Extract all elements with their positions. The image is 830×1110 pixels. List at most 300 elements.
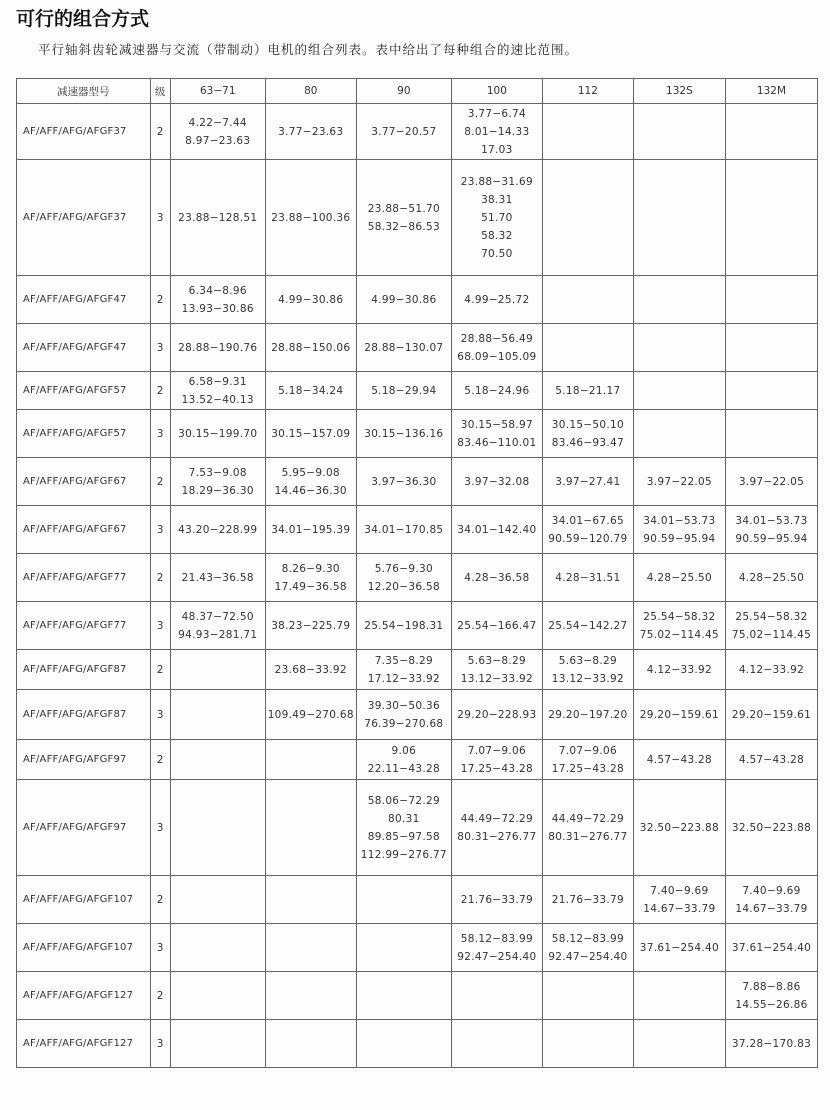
ratio-cell — [633, 506, 725, 554]
ratio-range: 4.28−36.58 — [464, 571, 530, 584]
ratio-range: 23.88−128.51 — [178, 211, 258, 224]
ratio-range: 25.54−58.32 — [735, 610, 808, 623]
ratio-range: 32.50−223.88 — [731, 821, 812, 834]
ratio-range: 58.32 — [481, 229, 513, 242]
table-row — [17, 276, 818, 324]
ratio-cell — [633, 410, 725, 458]
ratio-range: 90.59−120.79 — [548, 532, 628, 545]
ratio-cell — [542, 972, 633, 1020]
ratio-cell — [542, 276, 633, 324]
ratio-cell — [633, 780, 725, 876]
ratio-range: 5.76−9.30 — [374, 562, 433, 575]
ratio-cell — [542, 690, 633, 740]
ratio-range: 43.20−228.99 — [178, 523, 258, 536]
table-row — [17, 160, 818, 276]
ratio-cell — [356, 458, 451, 506]
ratio-range: 68.09−105.09 — [457, 350, 537, 363]
ratio-range: 76.39−270.68 — [364, 717, 444, 730]
ratio-range: 34.01−195.39 — [271, 523, 351, 536]
ratio-cell — [356, 324, 451, 372]
ratio-range: 83.46−93.47 — [551, 436, 624, 449]
stage-cell: 2 — [150, 276, 170, 324]
ratio-cell — [451, 876, 542, 924]
ratio-cell — [542, 410, 633, 458]
ratio-range: 23.68−33.92 — [274, 663, 347, 676]
ratio-range: 5.95−9.08 — [281, 466, 340, 479]
ratio-range: 4.28−31.51 — [555, 571, 621, 584]
ratio-range: 17.25−43.28 — [460, 762, 533, 775]
ratio-range: 4.57−43.28 — [646, 753, 713, 766]
header-cell: 132S — [633, 79, 725, 104]
ratio-cell — [633, 372, 725, 410]
table-row — [17, 104, 818, 160]
ratio-cell — [451, 506, 542, 554]
ratio-range: 17.25−43.28 — [551, 762, 624, 775]
header-cell: 减速器型号 — [17, 79, 151, 104]
ratio-range: 18.29−36.30 — [181, 484, 254, 497]
ratio-cell — [170, 876, 265, 924]
ratio-range: 30.15−50.10 — [551, 418, 624, 431]
stage-cell: 2 — [150, 650, 170, 690]
ratio-cell — [170, 650, 265, 690]
stage-cell: 3 — [150, 410, 170, 458]
ratio-range: 4.22−7.44 — [188, 116, 247, 129]
ratio-range: 80.31−276.77 — [548, 830, 628, 843]
ratio-cell — [265, 740, 356, 780]
ratio-range: 25.54−166.47 — [457, 619, 537, 632]
stage-cell: 3 — [150, 780, 170, 876]
model-cell: AF/AFF/AFG/AFGF127 — [17, 972, 151, 1020]
model-cell: AF/AFF/AFG/AFGF77 — [17, 602, 151, 650]
ratio-cell — [633, 924, 725, 972]
ratio-range: 30.15−136.16 — [364, 427, 444, 440]
ratio-cell — [725, 740, 817, 780]
ratio-range: 7.07−9.06 — [467, 744, 526, 757]
table-row — [17, 650, 818, 690]
ratio-cell — [542, 1020, 633, 1068]
ratio-cell — [265, 458, 356, 506]
ratio-range: 5.63−8.29 — [467, 654, 526, 667]
ratio-cell — [633, 554, 725, 602]
ratio-cell — [542, 650, 633, 690]
model-cell: AF/AFF/AFG/AFGF57 — [17, 372, 151, 410]
ratio-range: 3.97−27.41 — [555, 475, 621, 488]
ratio-cell — [265, 104, 356, 160]
ratio-cell — [356, 740, 451, 780]
ratio-cell — [265, 924, 356, 972]
ratio-cell — [451, 372, 542, 410]
ratio-cell — [633, 458, 725, 506]
ratio-cell — [356, 690, 451, 740]
ratio-range: 25.54−142.27 — [548, 619, 628, 632]
ratio-range: 58.12−83.99 — [460, 932, 533, 945]
ratio-cell — [542, 554, 633, 602]
ratio-range: 94.93−281.71 — [178, 628, 258, 641]
ratio-cell — [725, 276, 817, 324]
ratio-range: 58.06−72.29 — [367, 794, 440, 807]
table-row — [17, 554, 818, 602]
ratio-range: 37.61−254.40 — [639, 941, 719, 954]
model-cell: AF/AFF/AFG/AFGF87 — [17, 650, 151, 690]
ratio-range: 38.31 — [481, 193, 513, 206]
table-row — [17, 458, 818, 506]
ratio-cell — [451, 276, 542, 324]
ratio-cell — [725, 780, 817, 876]
ratio-cell — [265, 972, 356, 1020]
ratio-cell — [170, 104, 265, 160]
ratio-range: 8.97−23.63 — [185, 134, 251, 147]
ratio-range: 29.20−159.61 — [731, 708, 812, 721]
table-row — [17, 740, 818, 780]
ratio-cell — [633, 602, 725, 650]
ratio-range: 29.20−197.20 — [548, 708, 628, 721]
ratio-range: 34.01−53.73 — [735, 514, 808, 527]
ratio-cell — [633, 876, 725, 924]
stage-cell: 3 — [150, 324, 170, 372]
ratio-cell — [170, 372, 265, 410]
stage-cell: 3 — [150, 602, 170, 650]
ratio-range: 109.49−270.68 — [267, 708, 354, 721]
ratio-cell — [170, 410, 265, 458]
model-cell: AF/AFF/AFG/AFGF127 — [17, 1020, 151, 1068]
stage-cell: 3 — [150, 924, 170, 972]
ratio-range: 70.50 — [481, 247, 513, 260]
ratio-cell — [542, 780, 633, 876]
ratio-range: 4.99−25.72 — [464, 293, 530, 306]
ratio-cell — [725, 690, 817, 740]
model-cell: AF/AFF/AFG/AFGF67 — [17, 458, 151, 506]
ratio-cell — [265, 1020, 356, 1068]
ratio-cell — [265, 506, 356, 554]
ratio-cell — [451, 690, 542, 740]
stage-cell: 3 — [150, 1020, 170, 1068]
ratio-cell — [451, 780, 542, 876]
ratio-cell — [725, 554, 817, 602]
stage-cell: 3 — [150, 506, 170, 554]
stage-cell: 2 — [150, 104, 170, 160]
ratio-range: 28.88−130.07 — [364, 341, 444, 354]
ratio-range: 7.88−8.86 — [742, 980, 801, 993]
model-cell: AF/AFF/AFG/AFGF87 — [17, 690, 151, 740]
ratio-cell — [356, 780, 451, 876]
ratio-range: 30.15−58.97 — [460, 418, 533, 431]
ratio-range: 32.50−223.88 — [639, 821, 719, 834]
ratio-range: 25.54−198.31 — [364, 619, 444, 632]
ratio-range: 12.20−36.58 — [367, 580, 440, 593]
table-row — [17, 410, 818, 458]
ratio-range: 3.77−6.74 — [467, 107, 526, 120]
ratio-cell — [265, 554, 356, 602]
ratio-cell — [633, 650, 725, 690]
table-body — [17, 104, 818, 1068]
ratio-cell — [451, 554, 542, 602]
ratio-cell — [725, 410, 817, 458]
ratio-cell — [356, 924, 451, 972]
ratio-range: 34.01−142.40 — [457, 523, 537, 536]
ratio-range: 58.32−86.53 — [367, 220, 440, 233]
ratio-range: 44.49−72.29 — [551, 812, 624, 825]
ratio-cell — [725, 972, 817, 1020]
ratio-cell — [265, 276, 356, 324]
model-cell: AF/AFF/AFG/AFGF97 — [17, 780, 151, 876]
ratio-range: 34.01−170.85 — [364, 523, 444, 536]
ratio-cell — [170, 780, 265, 876]
table-row — [17, 1020, 818, 1068]
ratio-range: 13.12−33.92 — [551, 672, 624, 685]
ratio-cell — [725, 602, 817, 650]
ratio-range: 7.35−8.29 — [374, 654, 433, 667]
ratio-cell — [265, 372, 356, 410]
table-header-row — [17, 79, 818, 104]
ratio-range: 14.46−36.30 — [274, 484, 347, 497]
ratio-cell — [542, 876, 633, 924]
stage-cell: 2 — [150, 740, 170, 780]
stage-cell: 3 — [150, 690, 170, 740]
ratio-cell — [356, 410, 451, 458]
ratio-range: 13.12−33.92 — [460, 672, 533, 685]
ratio-cell — [170, 160, 265, 276]
ratio-range: 34.01−53.73 — [643, 514, 716, 527]
ratio-range: 13.52−40.13 — [181, 393, 254, 406]
stage-cell: 2 — [150, 372, 170, 410]
ratio-cell — [633, 160, 725, 276]
table-row — [17, 972, 818, 1020]
ratio-range: 112.99−276.77 — [360, 848, 447, 861]
ratio-range: 17.49−36.58 — [274, 580, 347, 593]
table-row — [17, 324, 818, 372]
ratio-cell — [633, 1020, 725, 1068]
header-cell: 100 — [451, 79, 542, 104]
ratio-cell — [633, 972, 725, 1020]
ratio-cell — [633, 690, 725, 740]
ratio-range: 5.18−24.96 — [464, 384, 530, 397]
ratio-range: 7.53−9.08 — [188, 466, 247, 479]
ratio-range: 39.30−50.36 — [367, 699, 440, 712]
ratio-cell — [356, 372, 451, 410]
ratio-range: 21.76−33.79 — [551, 893, 624, 906]
ratio-cell — [170, 690, 265, 740]
table-row — [17, 506, 818, 554]
ratio-cell — [451, 160, 542, 276]
ratio-range: 58.12−83.99 — [551, 932, 624, 945]
ratio-range: 4.99−30.86 — [278, 293, 344, 306]
header-cell: 80 — [265, 79, 356, 104]
ratio-range: 4.12−33.92 — [738, 663, 805, 676]
ratio-cell — [451, 972, 542, 1020]
model-cell: AF/AFF/AFG/AFGF67 — [17, 506, 151, 554]
ratio-cell — [170, 602, 265, 650]
ratio-cell — [356, 506, 451, 554]
header-cell: 63−71 — [170, 79, 265, 104]
ratio-range: 75.02−114.45 — [731, 628, 812, 641]
ratio-cell — [542, 924, 633, 972]
ratio-range: 8.26−9.30 — [281, 562, 340, 575]
ratio-range: 21.43−36.58 — [181, 571, 254, 584]
ratio-range: 17.12−33.92 — [367, 672, 440, 685]
table-row — [17, 780, 818, 876]
stage-cell: 2 — [150, 458, 170, 506]
ratio-cell — [633, 104, 725, 160]
ratio-cell — [451, 104, 542, 160]
ratio-cell — [725, 458, 817, 506]
ratio-cell — [451, 650, 542, 690]
ratio-range: 90.59−95.94 — [643, 532, 716, 545]
ratio-range: 90.59−95.94 — [735, 532, 808, 545]
ratio-range: 14.67−33.79 — [643, 902, 716, 915]
ratio-cell — [451, 602, 542, 650]
table-row — [17, 876, 818, 924]
ratio-range: 4.28−25.50 — [646, 571, 713, 584]
ratio-range: 7.40−9.69 — [742, 884, 801, 897]
ratio-range: 21.76−33.79 — [460, 893, 533, 906]
model-cell: AF/AFF/AFG/AFGF57 — [17, 410, 151, 458]
ratio-cell — [170, 554, 265, 602]
ratio-range: 5.63−8.29 — [558, 654, 618, 667]
ratio-cell — [633, 276, 725, 324]
ratio-cell — [725, 506, 817, 554]
ratio-cell — [451, 924, 542, 972]
ratio-cell — [725, 876, 817, 924]
ratio-cell — [170, 1020, 265, 1068]
table-row — [17, 924, 818, 972]
ratio-cell — [725, 924, 817, 972]
ratio-cell — [725, 324, 817, 372]
ratio-range: 17.03 — [481, 143, 513, 156]
ratio-range: 7.40−9.69 — [650, 884, 709, 897]
ratio-cell — [265, 602, 356, 650]
ratio-cell — [725, 372, 817, 410]
model-cell: AF/AFF/AFG/AFGF37 — [17, 104, 151, 160]
ratio-cell — [356, 104, 451, 160]
ratio-range: 13.93−30.86 — [181, 302, 254, 315]
ratio-cell — [356, 650, 451, 690]
ratio-range: 51.70 — [481, 211, 513, 224]
ratio-range: 30.15−157.09 — [271, 427, 351, 440]
ratio-range: 3.97−22.05 — [646, 475, 713, 488]
ratio-cell — [542, 324, 633, 372]
ratio-range: 9.06 — [391, 744, 417, 757]
ratio-range: 5.18−21.17 — [555, 384, 621, 397]
ratio-cell — [633, 740, 725, 780]
ratio-range: 34.01−67.65 — [551, 514, 624, 527]
ratio-cell — [725, 104, 817, 160]
ratio-range: 3.97−36.30 — [371, 475, 437, 488]
ratio-range: 29.20−159.61 — [639, 708, 719, 721]
ratio-range: 4.12−33.92 — [646, 663, 713, 676]
ratio-range: 3.77−23.63 — [278, 125, 344, 138]
ratio-range: 28.88−56.49 — [460, 332, 533, 345]
ratio-cell — [170, 972, 265, 1020]
ratio-cell — [265, 324, 356, 372]
model-cell: AF/AFF/AFG/AFGF77 — [17, 554, 151, 602]
ratio-range: 3.97−32.08 — [464, 475, 530, 488]
ratio-range: 4.99−30.86 — [371, 293, 437, 306]
ratio-cell — [725, 650, 817, 690]
ratio-cell — [356, 554, 451, 602]
ratio-cell — [542, 372, 633, 410]
ratio-cell — [356, 602, 451, 650]
ratio-cell — [265, 410, 356, 458]
ratio-range: 14.55−26.86 — [735, 998, 808, 1011]
ratio-range: 80.31 — [388, 812, 420, 825]
ratio-range: 14.67−33.79 — [735, 902, 808, 915]
ratio-range: 5.18−29.94 — [371, 384, 437, 397]
ratio-range: 7.07−9.06 — [558, 744, 618, 757]
ratio-cell — [451, 458, 542, 506]
ratio-cell — [170, 276, 265, 324]
page-subtitle: 平行轴斜齿轮减速器与交流（带制动）电机的组合列表。表中给出了每种组合的速比范围。 — [38, 42, 579, 57]
ratio-cell — [170, 924, 265, 972]
ratio-range: 4.57−43.28 — [738, 753, 805, 766]
ratio-range: 29.20−228.93 — [457, 708, 537, 721]
ratio-range: 92.47−254.40 — [457, 950, 537, 963]
ratio-cell — [356, 276, 451, 324]
ratio-cell — [265, 160, 356, 276]
ratio-cell — [265, 650, 356, 690]
ratio-cell — [542, 740, 633, 780]
page-title: 可行的组合方式 — [16, 8, 150, 30]
ratio-range: 37.61−254.40 — [731, 941, 812, 954]
ratio-range: 5.18−34.24 — [278, 384, 344, 397]
ratio-cell — [265, 780, 356, 876]
ratio-range: 80.31−276.77 — [457, 830, 537, 843]
stage-cell: 2 — [150, 554, 170, 602]
ratio-range: 30.15−199.70 — [178, 427, 258, 440]
ratio-range: 28.88−150.06 — [271, 341, 351, 354]
ratio-cell — [542, 104, 633, 160]
model-cell: AF/AFF/AFG/AFGF97 — [17, 740, 151, 780]
header-cell: 132M — [725, 79, 817, 104]
ratio-range: 48.37−72.50 — [181, 610, 254, 623]
ratio-range: 4.28−25.50 — [738, 571, 805, 584]
ratio-cell — [451, 1020, 542, 1068]
ratio-cell — [725, 160, 817, 276]
ratio-cell — [265, 690, 356, 740]
ratio-range: 75.02−114.45 — [639, 628, 719, 641]
model-cell: AF/AFF/AFG/AFGF47 — [17, 276, 151, 324]
ratio-range: 23.88−100.36 — [271, 211, 351, 224]
ratio-cell — [542, 602, 633, 650]
ratio-range: 37.28−170.83 — [731, 1037, 812, 1050]
ratio-cell — [451, 410, 542, 458]
ratio-cell — [356, 160, 451, 276]
ratio-cell — [542, 160, 633, 276]
ratio-cell — [170, 458, 265, 506]
model-cell: AF/AFF/AFG/AFGF107 — [17, 924, 151, 972]
ratio-range: 3.97−22.05 — [738, 475, 805, 488]
ratio-range: 28.88−190.76 — [178, 341, 258, 354]
model-cell: AF/AFF/AFG/AFGF47 — [17, 324, 151, 372]
ratio-cell — [170, 324, 265, 372]
ratio-cell — [725, 1020, 817, 1068]
ratio-cell — [356, 876, 451, 924]
ratio-range: 22.11−43.28 — [367, 762, 440, 775]
ratio-cell — [542, 458, 633, 506]
ratio-cell — [170, 740, 265, 780]
ratio-range: 25.54−58.32 — [643, 610, 716, 623]
ratio-range: 23.88−51.70 — [367, 202, 440, 215]
ratio-cell — [265, 876, 356, 924]
ratio-range: 6.58−9.31 — [188, 375, 247, 388]
header-cell: 90 — [356, 79, 451, 104]
ratio-cell — [633, 324, 725, 372]
ratio-range: 6.34−8.96 — [188, 284, 247, 297]
ratio-cell — [542, 506, 633, 554]
ratio-range: 23.88−31.69 — [460, 175, 533, 188]
ratio-range: 83.46−110.01 — [457, 436, 537, 449]
stage-cell: 2 — [150, 972, 170, 1020]
ratio-cell — [356, 972, 451, 1020]
